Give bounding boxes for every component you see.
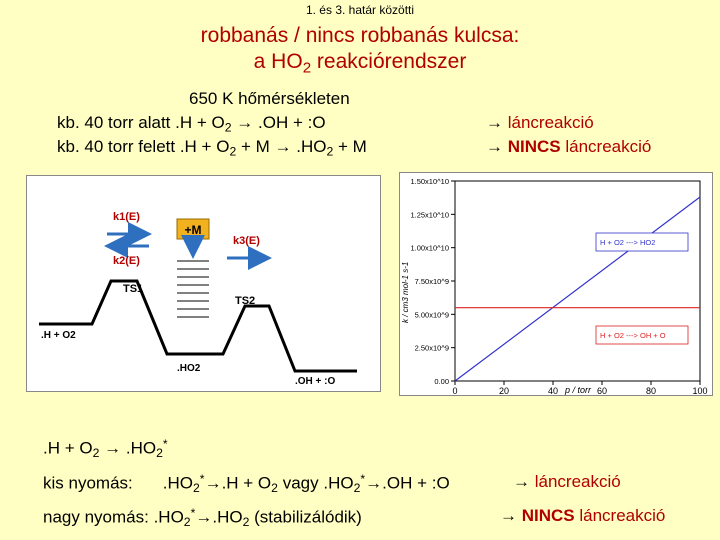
bottom-result-high: → NINCS láncreakció <box>500 506 666 525</box>
energy-diagram <box>26 175 381 392</box>
bottom-line-low-pressure: kis nyomás: $.HO_2^*\to.H + O_2$ vagy $.HO_2^*\to.OH$ + :O <box>43 472 450 496</box>
x-tick-label: 80 <box>645 386 657 395</box>
result-low-pressure: → láncreakció <box>486 113 594 132</box>
y-axis-ticks <box>410 177 455 386</box>
x-tick-label: 20 <box>498 386 510 395</box>
arrow-icon: → <box>513 472 530 491</box>
intermediate-label: .HO2 <box>177 363 201 374</box>
bottom-result-low: → láncreakció <box>513 472 621 491</box>
legend-blue-label: H + O2 ---> HO2 <box>600 238 656 247</box>
rate-constant-chart <box>399 172 713 396</box>
arrow-icon: → <box>99 438 126 458</box>
y-tick-label: 1.50x10^10 <box>410 177 449 186</box>
legend-red-label: H + O2 ---> OH + O <box>600 331 666 340</box>
y-tick-label: 7.50x10^9 <box>414 277 449 286</box>
arrow-icon: → <box>486 113 503 132</box>
temperature-condition: 650 K hőmérsékleten <box>189 89 350 108</box>
y-tick-label: 5.00x10^9 <box>414 310 449 320</box>
x-tick-label: 40 <box>547 386 559 395</box>
x-tick-label: 0 <box>452 386 458 395</box>
high-pressure-reaction: kb. 40 torr felett $.H + O_2 + M \to .HO_2 + M$ <box>57 137 367 159</box>
slide-title-line1: robbanás / nincs robbanás kulcsa: <box>200 24 520 47</box>
arrow-icon: → <box>204 473 222 493</box>
k2-label: k2(E) <box>113 255 140 267</box>
x-tick-label: 60 <box>596 386 608 395</box>
arrow-icon: → <box>195 507 213 527</box>
k3-label: k3(E) <box>233 235 260 247</box>
y-tick-label: 1.25x10^10 <box>410 210 449 220</box>
ts1-label: TS1 <box>123 283 144 295</box>
reactant-label: .H + O2 <box>41 330 76 341</box>
arrow-icon: → <box>486 137 503 156</box>
bottom-line-high-pressure: nagy nyomás: $.HO_2^*\to.HO_2$ (stabilizálódik) <box>43 506 362 530</box>
arrow-icon: → <box>500 506 517 525</box>
k1-label: k1(E) <box>113 211 140 223</box>
arrow-icon: → <box>365 473 383 493</box>
ts2-label: TS2 <box>235 295 256 307</box>
result-high-pressure: → NINCS láncreakció <box>486 137 652 156</box>
legend-blue <box>596 233 688 251</box>
plus-m-label: +M <box>184 223 202 237</box>
energy-profile <box>39 281 357 371</box>
product-label: .OH + :O <box>295 376 336 387</box>
y-tick-label: 0.00 <box>434 377 449 386</box>
vibrational-levels <box>177 261 209 317</box>
slide-title-line2: a $HO_2$ reakciórendszer <box>253 50 467 77</box>
slide-header: 1. és 3. határ közötti <box>305 3 415 17</box>
low-pressure-reaction: kb. 40 torr alatt $.H + O_2 \to .OH$ + :O <box>57 113 326 135</box>
x-tick-label: 100 <box>692 386 708 395</box>
bottom-line-formation: $.H + O_2 \to .HO_2^*$ <box>43 437 168 461</box>
x-axis-label: p / torr <box>564 385 592 395</box>
y-tick-label: 1.00x10^10 <box>410 243 449 253</box>
y-tick-label: 2.50x10^9 <box>414 343 449 353</box>
arrow-icon: → <box>274 137 292 156</box>
legend-red <box>596 326 688 344</box>
arrow-icon: → <box>236 113 254 132</box>
plot-area <box>455 181 700 381</box>
y-axis-label: k / cm3 mol-1 s-1 <box>401 261 410 323</box>
